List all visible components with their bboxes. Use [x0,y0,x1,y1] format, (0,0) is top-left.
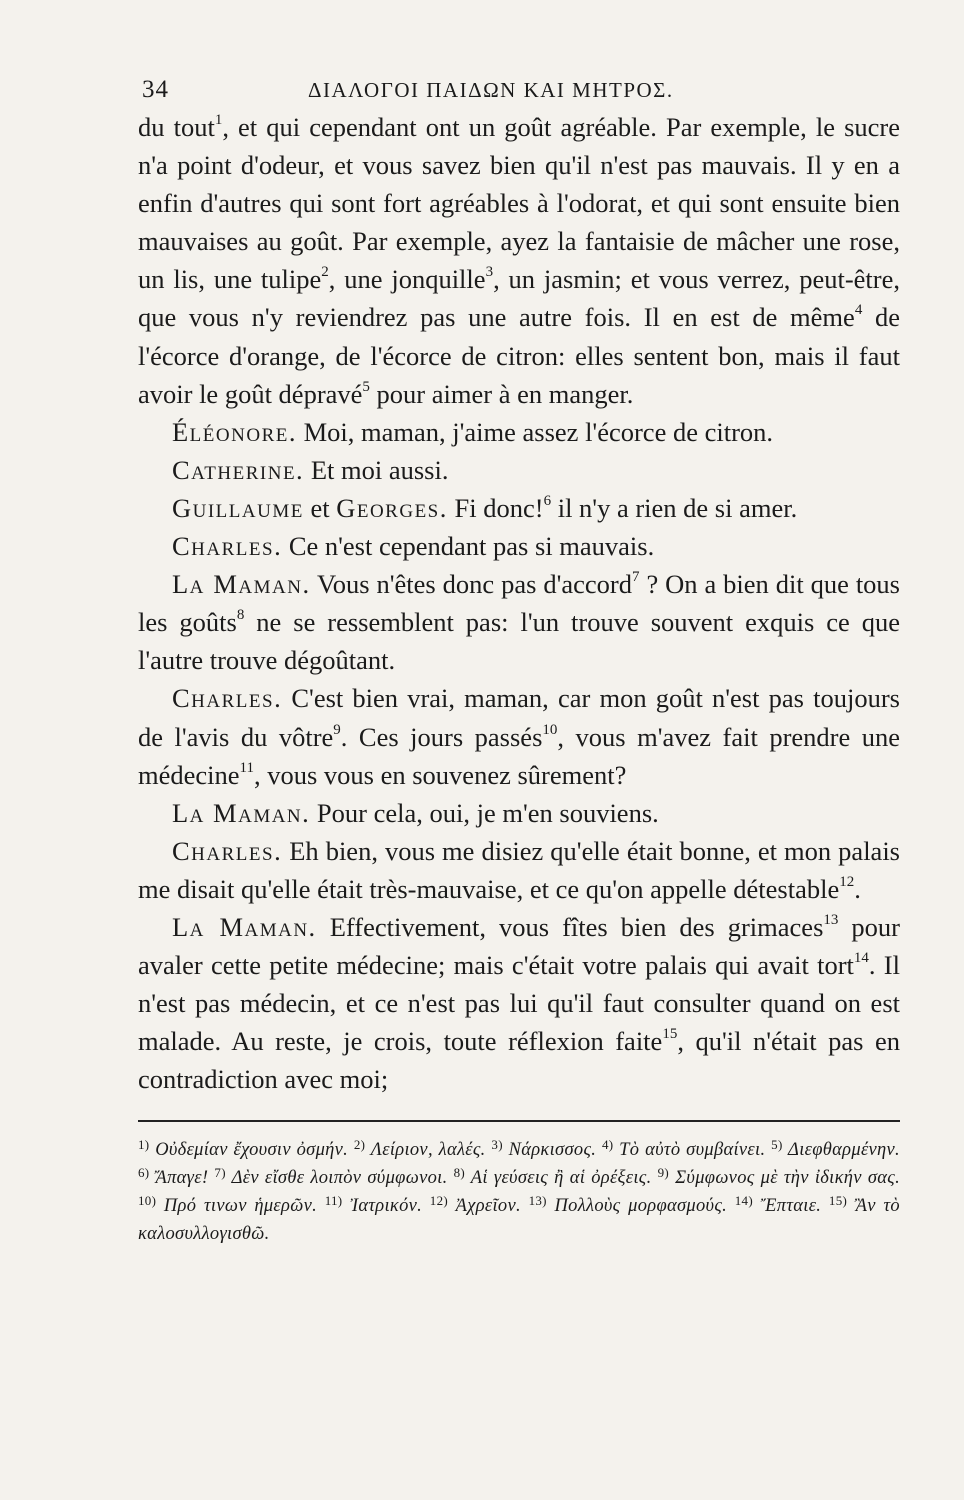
dialogue-eleonore: Éléonore. Moi, maman, j'aime assez l'écorce de citron. [172,416,774,447]
footnote-number: 9) [657,1165,670,1181]
footnote-text: Δὲν εἴσθε λοιπὸν σύμφωνοι. [225,1168,448,1189]
footnote-number: 3) [491,1137,503,1153]
footnote-number: 5) [771,1137,783,1153]
footnote-text: Ἰατρικόν. [342,1196,423,1217]
footnote-text: Οὐδεμίαν ἔχουσιν ὀσμήν. [149,1140,349,1161]
footnote-text: Σύμφωνος μὲ τὴν ἰδικήν σας. [669,1168,901,1189]
speaker-name: La Maman. [172,569,311,600]
dialogue-charles-1: Charles. Ce n'est cependant pas si mauvais. [172,531,655,562]
footnote-text: Ἄπαγε! [149,1168,209,1189]
footnote [491,1137,597,1161]
footnote-text: Διεφθαρμένην. [782,1140,900,1161]
dialogue-maman-1: La Maman. Vous n'êtes donc pas d'accord$^7$ ? On a bien dit que tous les goûts$^8$ ne se ressemblent pas: l'un trouve souvent exquis ce que l'autre trouve dégoûtant. [138,569,900,676]
footnote [138,1137,349,1161]
footnote-divider [138,1120,900,1122]
footnote-number: 2) [353,1137,366,1153]
speaker-name: Charles. [172,835,283,866]
footnote-text: Πρό τινων ἡμερῶν. [156,1196,318,1217]
footnote-number: 1) [138,1137,150,1153]
book-page [138,70,900,1248]
footnote-number: 7) [214,1165,226,1181]
dialogue-catherine: Catherine. Et moi aussi. [172,454,449,485]
footnotes [138,1136,900,1248]
footnote [429,1193,521,1217]
footnote-text: Πολλοὺς μορφασμούς. [546,1196,728,1217]
dialogue-charles-2: Charles. C'est bien vrai, maman, car mon goût n'est pas toujours de l'avis du vôtre$^9$. Ces jours passés$^{10}$, vous m'avez fait prendre une médecine$^{11}$, vous vous en souvenez sûrement? [138,683,900,790]
dialogue-guillaume-georges: Guillaume et Georges. Fi donc!$^6$ il n'y a rien de si amer. [172,492,798,523]
footnote [324,1193,423,1217]
footnote-number: 13) [528,1193,547,1209]
footnote [734,1193,822,1217]
paragraph-1: du tout$^1$, et qui cependant ont un goût agréable. Par exemple, le sucre n'a point d'odeur, et vous savez bien qu'il n'est pas mauvais. Il y en a enfin d'autres qui sont fort agréables à l'odorat, et qui sont ensuite bien mauvaises au goût. Par exemple, ayez la fantaisie de mâcher une rose, un lis, une tulipe$^2$, une jonquille$^3$, un jasmin; et vous verrez, peut-être, que vous n'y reviendrez pas une autre fois. Il en est de même$^4$ de l'écorce d'orange, de l'écorce de citron: elles sentent bon, mais il faut avoir le goût dépravé$^5$ pour aimer à en manger. [138,112,900,409]
footnote-text: Τὸ αὐτὸ συμβαίνει. [613,1140,766,1161]
body-text [138,108,900,1098]
dialogue-charles-3: Charles. Eh bien, vous me disiez qu'elle était bonne, et mon palais me disait qu'elle était très-mauvaise, et ce qu'on appelle détestable$^{12}$. [138,835,900,904]
dialogue-maman-2: La Maman. Pour cela, oui, je m'en souviens. [172,797,659,828]
footnote-text: Αἱ γεύσεις ἢ αἱ ὀρέξεις. [465,1168,652,1189]
footnote [601,1137,766,1161]
footnote-number: 11) [324,1193,343,1209]
footnote-text: Ἂν τὸ καλοσυλλογισθῶ. [138,1196,900,1245]
footnote [657,1165,901,1189]
footnote-number: 6) [138,1165,150,1181]
running-header [138,70,900,106]
footnote [453,1165,652,1189]
speaker-name: La Maman. [172,911,317,942]
footnote-text: Ἔπταιε. [752,1196,822,1217]
footnote-number: 4) [601,1137,614,1153]
speaker-name: Catherine. [172,454,305,485]
dialogue-maman-3: La Maman. Effectivement, vous fîtes bien des grimaces$^{13}$ pour avaler cette petite médecine; mais c'était votre palais qui avait tort$^{14}$. Il n'est pas médecin, et ce n'est pas lui qu'il faut consulter quand on est malade. Au reste, je crois, toute réflexion faite$^{15}$, qu'il n'était pas en contradiction avec moi; [138,911,900,1095]
footnote-text: Λείριον, λαλές. [365,1140,486,1161]
footnote-number: 10) [138,1193,157,1209]
footnote [528,1193,728,1217]
footnote-number: 12) [429,1193,448,1209]
speaker-name: Charles. [172,683,283,714]
speaker-name: Guillaume [172,492,304,523]
footnote [353,1137,486,1161]
footnote-number: 15) [828,1193,848,1209]
footnote-text: Νάρκισσος. [502,1140,597,1161]
footnote [138,1165,209,1189]
footnote [214,1165,448,1189]
footnote-number: 8) [453,1165,466,1181]
page-number: 34 [142,76,169,103]
footnote [138,1193,318,1217]
footnote-number: 14) [734,1193,753,1209]
footnote-text: Ἀχρεῖον. [448,1196,521,1217]
speaker-name: Charles. [172,531,283,562]
speaker-name: Georges. [336,492,448,523]
speaker-name: Éléonore. [172,416,297,447]
running-title: ΔΙΑΛΟΓΟΙ ΠΑΙΔΩΝ ΚΑΙ ΜΗΤΡΟΣ. [308,78,674,102]
footnote [771,1137,900,1161]
speaker-name: La Maman. [172,797,311,828]
